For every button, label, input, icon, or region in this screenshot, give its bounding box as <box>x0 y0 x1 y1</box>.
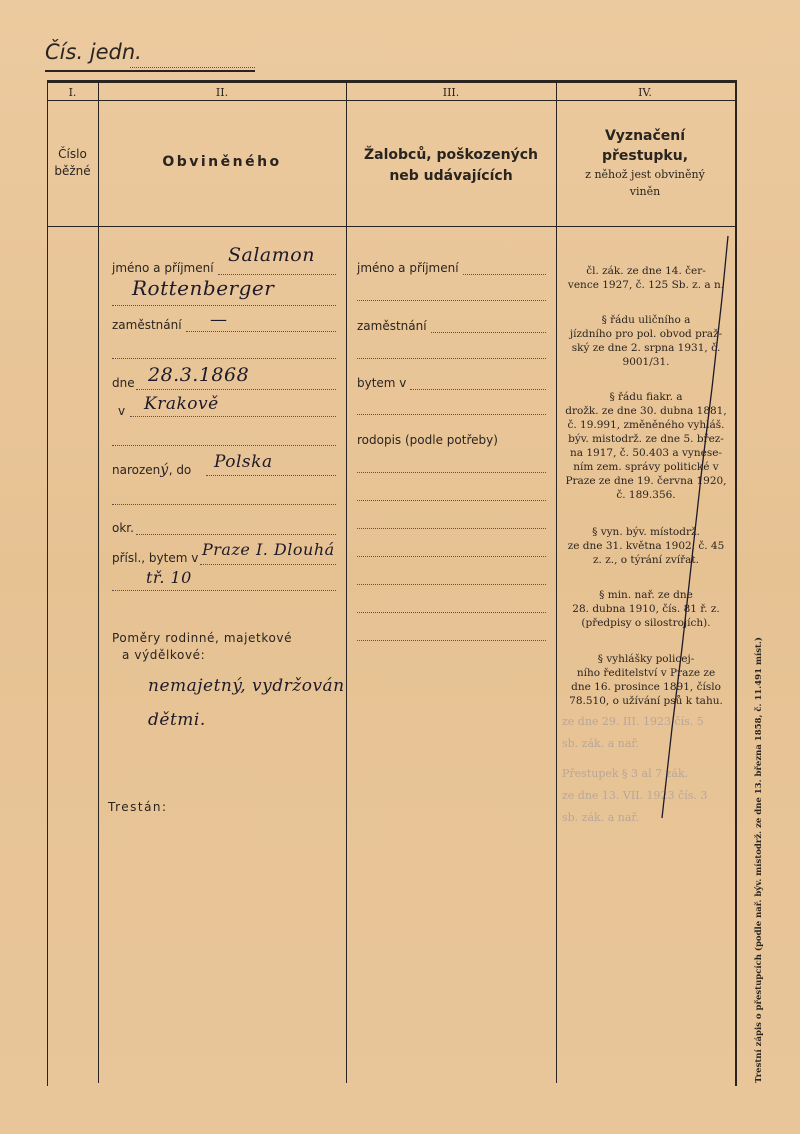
p5-line1: § min. nař. ze dne <box>599 589 693 601</box>
plaintiff-occupation-label: zaměstnání <box>357 319 427 333</box>
column-4-number: IV. <box>638 86 652 99</box>
accused-extra-line-3[interactable] <box>112 504 336 505</box>
plaintiff-name-field-2[interactable] <box>357 300 546 301</box>
case-number-field[interactable] <box>130 67 255 68</box>
p3-line6: ním zem. správy politické v <box>573 461 719 473</box>
accused-birth-date: 28.3.1868 <box>148 364 250 386</box>
accused-occupation-value: — <box>210 310 228 330</box>
plaintiff-line-3[interactable] <box>357 528 546 529</box>
accused-birthplace-field[interactable] <box>130 416 336 417</box>
column-1-number: I. <box>68 86 77 99</box>
born-label-text: narozen <box>112 463 161 477</box>
column-4-header-line2: přestupku, <box>601 148 689 164</box>
plaintiff-line-1[interactable] <box>357 472 546 473</box>
punished-label: Trestán: <box>108 800 168 814</box>
accused-birthplace-label: v <box>118 404 126 418</box>
plaintiff-line-6[interactable] <box>357 612 546 613</box>
column-4-header-line3: z něhož jest obviněný <box>585 168 705 181</box>
stamp-line2: sb. zák. a nař. <box>562 737 639 750</box>
p1-line2: vence 1927, č. 125 Sb. z. a n. <box>567 279 725 291</box>
family-circumstances-label <box>112 630 292 664</box>
p5-line2: 28. dubna 1910, čís. 81 ř. z. <box>572 603 720 615</box>
case-number-label: Čís. jedn. <box>45 40 142 64</box>
column-divider-2 <box>346 83 347 1083</box>
column-2-number: II. <box>215 86 229 99</box>
accused-date-field[interactable] <box>136 389 336 390</box>
accused-district-field[interactable] <box>136 534 336 535</box>
accused-origin: Polska <box>214 452 273 472</box>
column-3-header-line1: Žalobců, poškozených <box>363 147 539 163</box>
case-number-underline <box>45 70 255 72</box>
column-2-header: Obviněného <box>162 154 282 170</box>
plaintiff-residence-field-2[interactable] <box>357 414 546 415</box>
stamp-line5: sb. zák. a nař. <box>562 811 639 824</box>
accused-domicile-2: tř. 10 <box>146 568 192 587</box>
column-3-header <box>346 145 556 187</box>
column-1-header <box>47 146 98 180</box>
side-note: Trestní zápis o přestupcích (podle nař. býv. místodrž. ze dne 13. března 1858, č. 11.491 míst.) <box>754 637 764 1083</box>
plaintiff-name-label: jméno a příjmení <box>357 261 459 275</box>
accused-birthplace: Krakově <box>144 394 219 414</box>
strike-through-line <box>556 228 736 828</box>
accused-occupation-label: zaměstnání <box>112 318 182 332</box>
family-label-line2: a výdělkové: <box>122 648 206 662</box>
p2-line1: § řádu uličního a <box>601 314 691 326</box>
plaintiff-residence-field[interactable] <box>410 389 546 390</box>
accused-district-label: okr. <box>112 521 134 535</box>
p6-line2: ního ředitelství v Praze ze <box>576 667 716 679</box>
p3-line1: § řádu fiakr. a <box>609 391 683 403</box>
accused-occupation-field[interactable] <box>186 331 336 332</box>
p3-line8: č. 189.356. <box>616 489 676 501</box>
plaintiff-name-field[interactable] <box>463 274 546 275</box>
accused-first-name: Salamon <box>228 244 315 266</box>
plaintiff-line-2[interactable] <box>357 500 546 501</box>
accused-surname: Rottenberger <box>132 276 275 300</box>
accused-domicile: Praze I. Dlouhá <box>202 540 335 559</box>
p3-line7: Praze ze dne 19. června 1920, <box>565 475 727 487</box>
stamp-line4: ze dne 13. VII. 1923 čís. 3 <box>562 789 708 802</box>
p3-line3: č. 19.991, změněného vyhláš. <box>567 419 725 431</box>
p6-line3: dne 16. prosince 1891, číslo <box>571 681 721 693</box>
p4-line2: ze dne 31. května 1902, č. 45 <box>567 540 725 552</box>
family-circumstances-line2: dětmi. <box>148 710 206 730</box>
p4-line1: § vyn. býv. místodrž. <box>592 526 700 538</box>
accused-name-label: jméno a příjmení <box>112 261 214 275</box>
accused-born-label <box>112 462 191 478</box>
column-1-header-line2: běžné <box>54 164 91 178</box>
plaintiff-line-5[interactable] <box>357 584 546 585</box>
plaintiff-residence-label: bytem v <box>357 376 407 390</box>
accused-origin-field[interactable] <box>206 475 336 476</box>
p6-line4: 78.510, o užívání psů k tahu. <box>569 695 723 707</box>
plaintiff-occupation-field[interactable] <box>431 332 546 333</box>
p3-line4: býv. mistodrž. ze dne 5. břez- <box>568 433 724 445</box>
p3-line2: drožk. ze dne 30. dubna 1881, <box>565 405 727 417</box>
plaintiff-line-4[interactable] <box>357 556 546 557</box>
stamp-line3: Přestupek § 3 al 7 zák. <box>562 767 689 780</box>
accused-domicile-label: přísl., bytem v <box>112 551 199 565</box>
accused-extra-line-2[interactable] <box>112 445 336 446</box>
column-3-number: III. <box>442 86 460 99</box>
p2-line3: ský ze dne 2. srpna 1931, č. <box>571 342 721 354</box>
column-1-header-line1: Číslo <box>58 147 87 161</box>
plaintiff-occupation-field-2[interactable] <box>357 358 546 359</box>
stamp-line1: ze dne 29. III. 1923 čís. 5 <box>562 715 704 728</box>
accused-date-label: dne <box>112 376 135 390</box>
p4-line3: z. z., o týrání zvířat. <box>593 554 699 566</box>
born-suffix: ý <box>160 462 169 478</box>
p6-line1: § vyhlášky policej- <box>597 653 695 665</box>
accused-extra-line[interactable] <box>112 358 336 359</box>
family-label-line1: Poměry rodinné, majetkové <box>112 631 293 645</box>
column-divider-1 <box>98 83 99 1083</box>
column-3-header-line2: neb udávajících <box>389 168 513 184</box>
p2-line2: jízdního pro pol. obvod praž- <box>569 328 723 340</box>
column-4-header <box>556 126 734 200</box>
p2-line4: 9001/31. <box>622 356 670 368</box>
p3-line5: na 1917, č. 50.403 a vynese- <box>570 447 722 459</box>
p1-line1: čl. zák. ze dne 14. čer- <box>586 265 706 277</box>
header-row-divider <box>47 226 735 227</box>
plaintiff-rodopis-label: rodopis (podle potřeby) <box>357 433 498 447</box>
column-4-header-line4: viněn <box>629 185 661 198</box>
accused-domicile-field[interactable] <box>200 564 336 565</box>
to-label: , do <box>168 463 192 477</box>
plaintiff-line-7[interactable] <box>357 640 546 641</box>
family-circumstances-line1: nemajetný, vydržován <box>148 676 345 696</box>
roman-row-divider <box>47 100 735 101</box>
accused-domicile-field-2[interactable] <box>112 590 336 591</box>
accused-name-field[interactable] <box>218 274 336 275</box>
column-4-header-line1: Vyznačení <box>604 128 686 144</box>
accused-surname-field[interactable] <box>112 305 336 306</box>
p5-line3: (předpisy o silostrojích). <box>581 617 711 629</box>
